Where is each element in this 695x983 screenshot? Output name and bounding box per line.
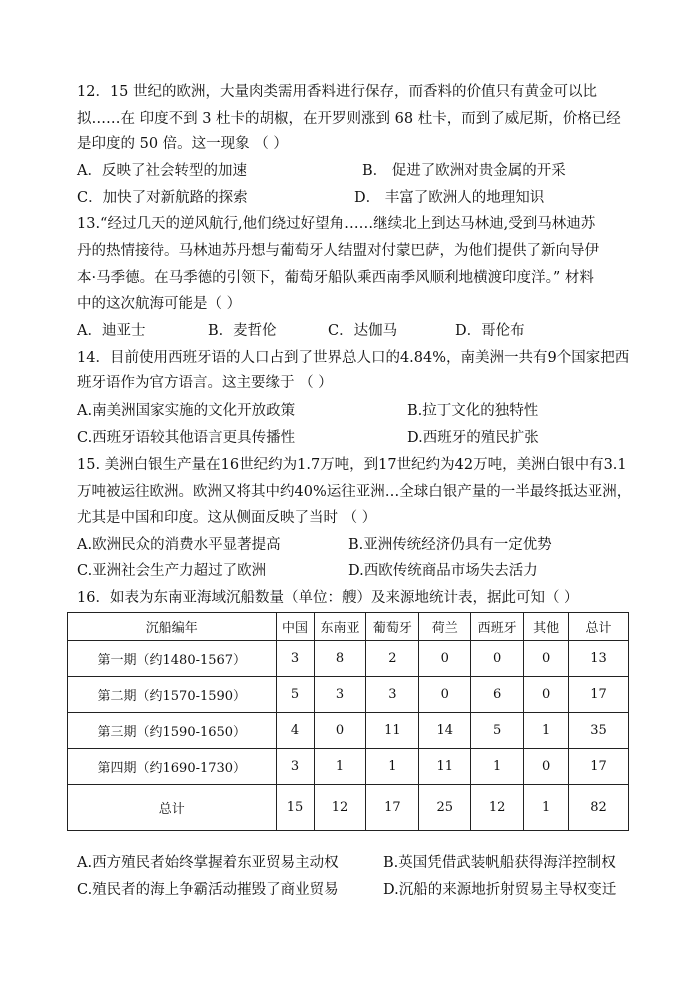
q12-option-d[interactable]: D． 丰富了欧洲人的地理知识 [354, 190, 545, 206]
table-header-cell: 总计 [569, 613, 629, 641]
table-row [68, 713, 629, 749]
table-row [68, 677, 629, 713]
table-cell: 17 [569, 677, 629, 713]
q12-option-c[interactable]: C．加快了对新航路的探索 [77, 190, 248, 206]
table-cell: 25 [419, 785, 471, 831]
q16-option-d[interactable]: D.沉船的来源地折射贸易主导权变迁 [383, 882, 617, 898]
table-header-cell: 中国 [276, 613, 314, 641]
table-cell: 4 [276, 713, 314, 749]
table-cell: 8 [314, 641, 366, 677]
table-cell: 1 [524, 785, 569, 831]
q15-option-d[interactable]: D.西欧传统商品市场失去活力 [348, 563, 538, 579]
q16-option-c[interactable]: C.殖民者的海上争霸活动摧毁了商业贸易 [77, 882, 339, 898]
q14-stem-line2: 班牙语作为官方语言。这主要缘于 （ ） [77, 375, 333, 391]
table-cell: 第二期（约1570-1590） [68, 677, 277, 713]
table-cell: 14 [419, 713, 471, 749]
q15-option-b[interactable]: B.亚洲传统经济仍具有一定优势 [348, 537, 552, 553]
table-cell: 0 [524, 641, 569, 677]
q13-option-c[interactable]: C．达伽马 [328, 323, 398, 339]
table-cell: 第四期（约1690-1730） [68, 749, 277, 785]
table-cell: 3 [276, 749, 314, 785]
table-header-cell: 其他 [524, 613, 569, 641]
table-cell: 0 [419, 677, 471, 713]
table-row [68, 749, 629, 785]
table-cell: 1 [366, 749, 419, 785]
table-cell: 0 [524, 749, 569, 785]
q15-stem-line1: 15. 美洲白银生产量在16世纪约为1.7万吨，到17世纪约为42万吨，美洲白银中有3.1 [77, 457, 627, 473]
q15-option-c[interactable]: C.亚洲社会生产力超过了欧洲 [77, 563, 267, 579]
table-cell: 总计 [68, 785, 277, 831]
table-header-row [68, 613, 629, 641]
q13-option-b[interactable]: B．麦哲伦 [208, 323, 277, 339]
table-cell: 5 [276, 677, 314, 713]
table-cell: 11 [366, 713, 419, 749]
table-row [68, 641, 629, 677]
table-cell: 17 [569, 749, 629, 785]
q14-option-c[interactable]: C.西班牙语较其他语言更具传播性 [77, 430, 296, 446]
table-cell: 1 [524, 713, 569, 749]
q14-option-d[interactable]: D.西班牙的殖民扩张 [407, 430, 539, 446]
q15-stem-line2: 万吨被运往欧洲。欧洲又将其中约40%运往亚洲…全球白银产量的一半最终抵达亚洲， [77, 484, 632, 500]
table-header-cell: 葡萄牙 [366, 613, 419, 641]
table-cell: 0 [314, 713, 366, 749]
shipwreck-table [67, 612, 629, 831]
q13-option-d[interactable]: D．哥伦布 [455, 323, 525, 339]
table-header-cell: 荷兰 [419, 613, 471, 641]
q13-stem-line3: 本·马季德。在马季德的引领下，葡萄牙船队乘西南季风顺利地横渡印度洋。” 材料 [77, 270, 594, 286]
q12-option-b[interactable]: B． 促进了欧洲对贵金属的开采 [362, 163, 566, 179]
q12-stem-line3: 是印度的 50 倍。这一现象 （ ） [77, 136, 288, 152]
q15-stem-line3: 尤其是中国和印度。这从侧面反映了当时 （ ） [77, 510, 377, 526]
table-cell: 12 [471, 785, 524, 831]
q12-stem-line2: 拟……在 印度不到 3 杜卡的胡椒，在开罗则涨到 68 杜卡，而到了威尼斯，价格已经 [77, 111, 621, 127]
table-cell: 11 [419, 749, 471, 785]
q16-option-b[interactable]: B.英国凭借武装帆船获得海洋控制权 [383, 855, 616, 871]
table-cell: 3 [276, 641, 314, 677]
q16-option-a[interactable]: A.西方殖民者始终掌握着东亚贸易主动权 [77, 855, 339, 871]
table-cell: 5 [471, 713, 524, 749]
table-cell: 82 [569, 785, 629, 831]
q13-stem-line4: 中的这次航海可能是（ ） [77, 296, 242, 312]
table-cell: 1 [314, 749, 366, 785]
table-cell: 12 [314, 785, 366, 831]
q16-stem-line1: 16．如表为东南亚海域沉船数量（单位：艘）及来源地统计表，据此可知（ ） [77, 590, 579, 606]
table-cell: 0 [471, 641, 524, 677]
q12-stem-line1: 12．15 世纪的欧洲，大量肉类需用香料进行保存，而香料的价值只有黄金可以比 [77, 84, 598, 100]
table-cell: 35 [569, 713, 629, 749]
q13-stem-line2: 丹的热情接待。马林迪苏丹想与葡萄牙人结盟对付蒙巴萨，为他们提供了新向导伊 [77, 243, 599, 259]
q14-option-b[interactable]: B.拉丁文化的独特性 [407, 403, 539, 419]
q15-option-a[interactable]: A.欧洲民众的消费水平显著提高 [77, 537, 281, 553]
table-header-cell: 西班牙 [471, 613, 524, 641]
table-cell: 第三期（约1590-1650） [68, 713, 277, 749]
table-cell: 17 [366, 785, 419, 831]
table-cell: 第一期（约1480-1567） [68, 641, 277, 677]
table-cell: 3 [314, 677, 366, 713]
table-total-row [68, 785, 629, 831]
q14-stem-line1: 14．目前使用西班牙语的人口占到了世界总人口的4.84%，南美洲一共有9个国家把西 [77, 350, 630, 366]
q13-option-a[interactable]: A．迪亚士 [77, 323, 146, 339]
table-cell: 1 [471, 749, 524, 785]
table-cell: 0 [524, 677, 569, 713]
table-cell: 15 [276, 785, 314, 831]
q12-option-a[interactable]: A．反映了社会转型的加速 [77, 163, 247, 179]
table-cell: 0 [419, 641, 471, 677]
table-cell: 3 [366, 677, 419, 713]
table-header-cell: 东南亚 [314, 613, 366, 641]
table-cell: 13 [569, 641, 629, 677]
table-cell: 2 [366, 641, 419, 677]
q13-stem-line1: 13.“经过几天的逆风航行,他们绕过好望角……继续北上到达马林迪,受到马林迪苏 [77, 216, 596, 232]
table-header-cell: 沉船编年 [68, 613, 277, 641]
q14-option-a[interactable]: A.南美洲国家实施的文化开放政策 [77, 403, 296, 419]
table-cell: 6 [471, 677, 524, 713]
